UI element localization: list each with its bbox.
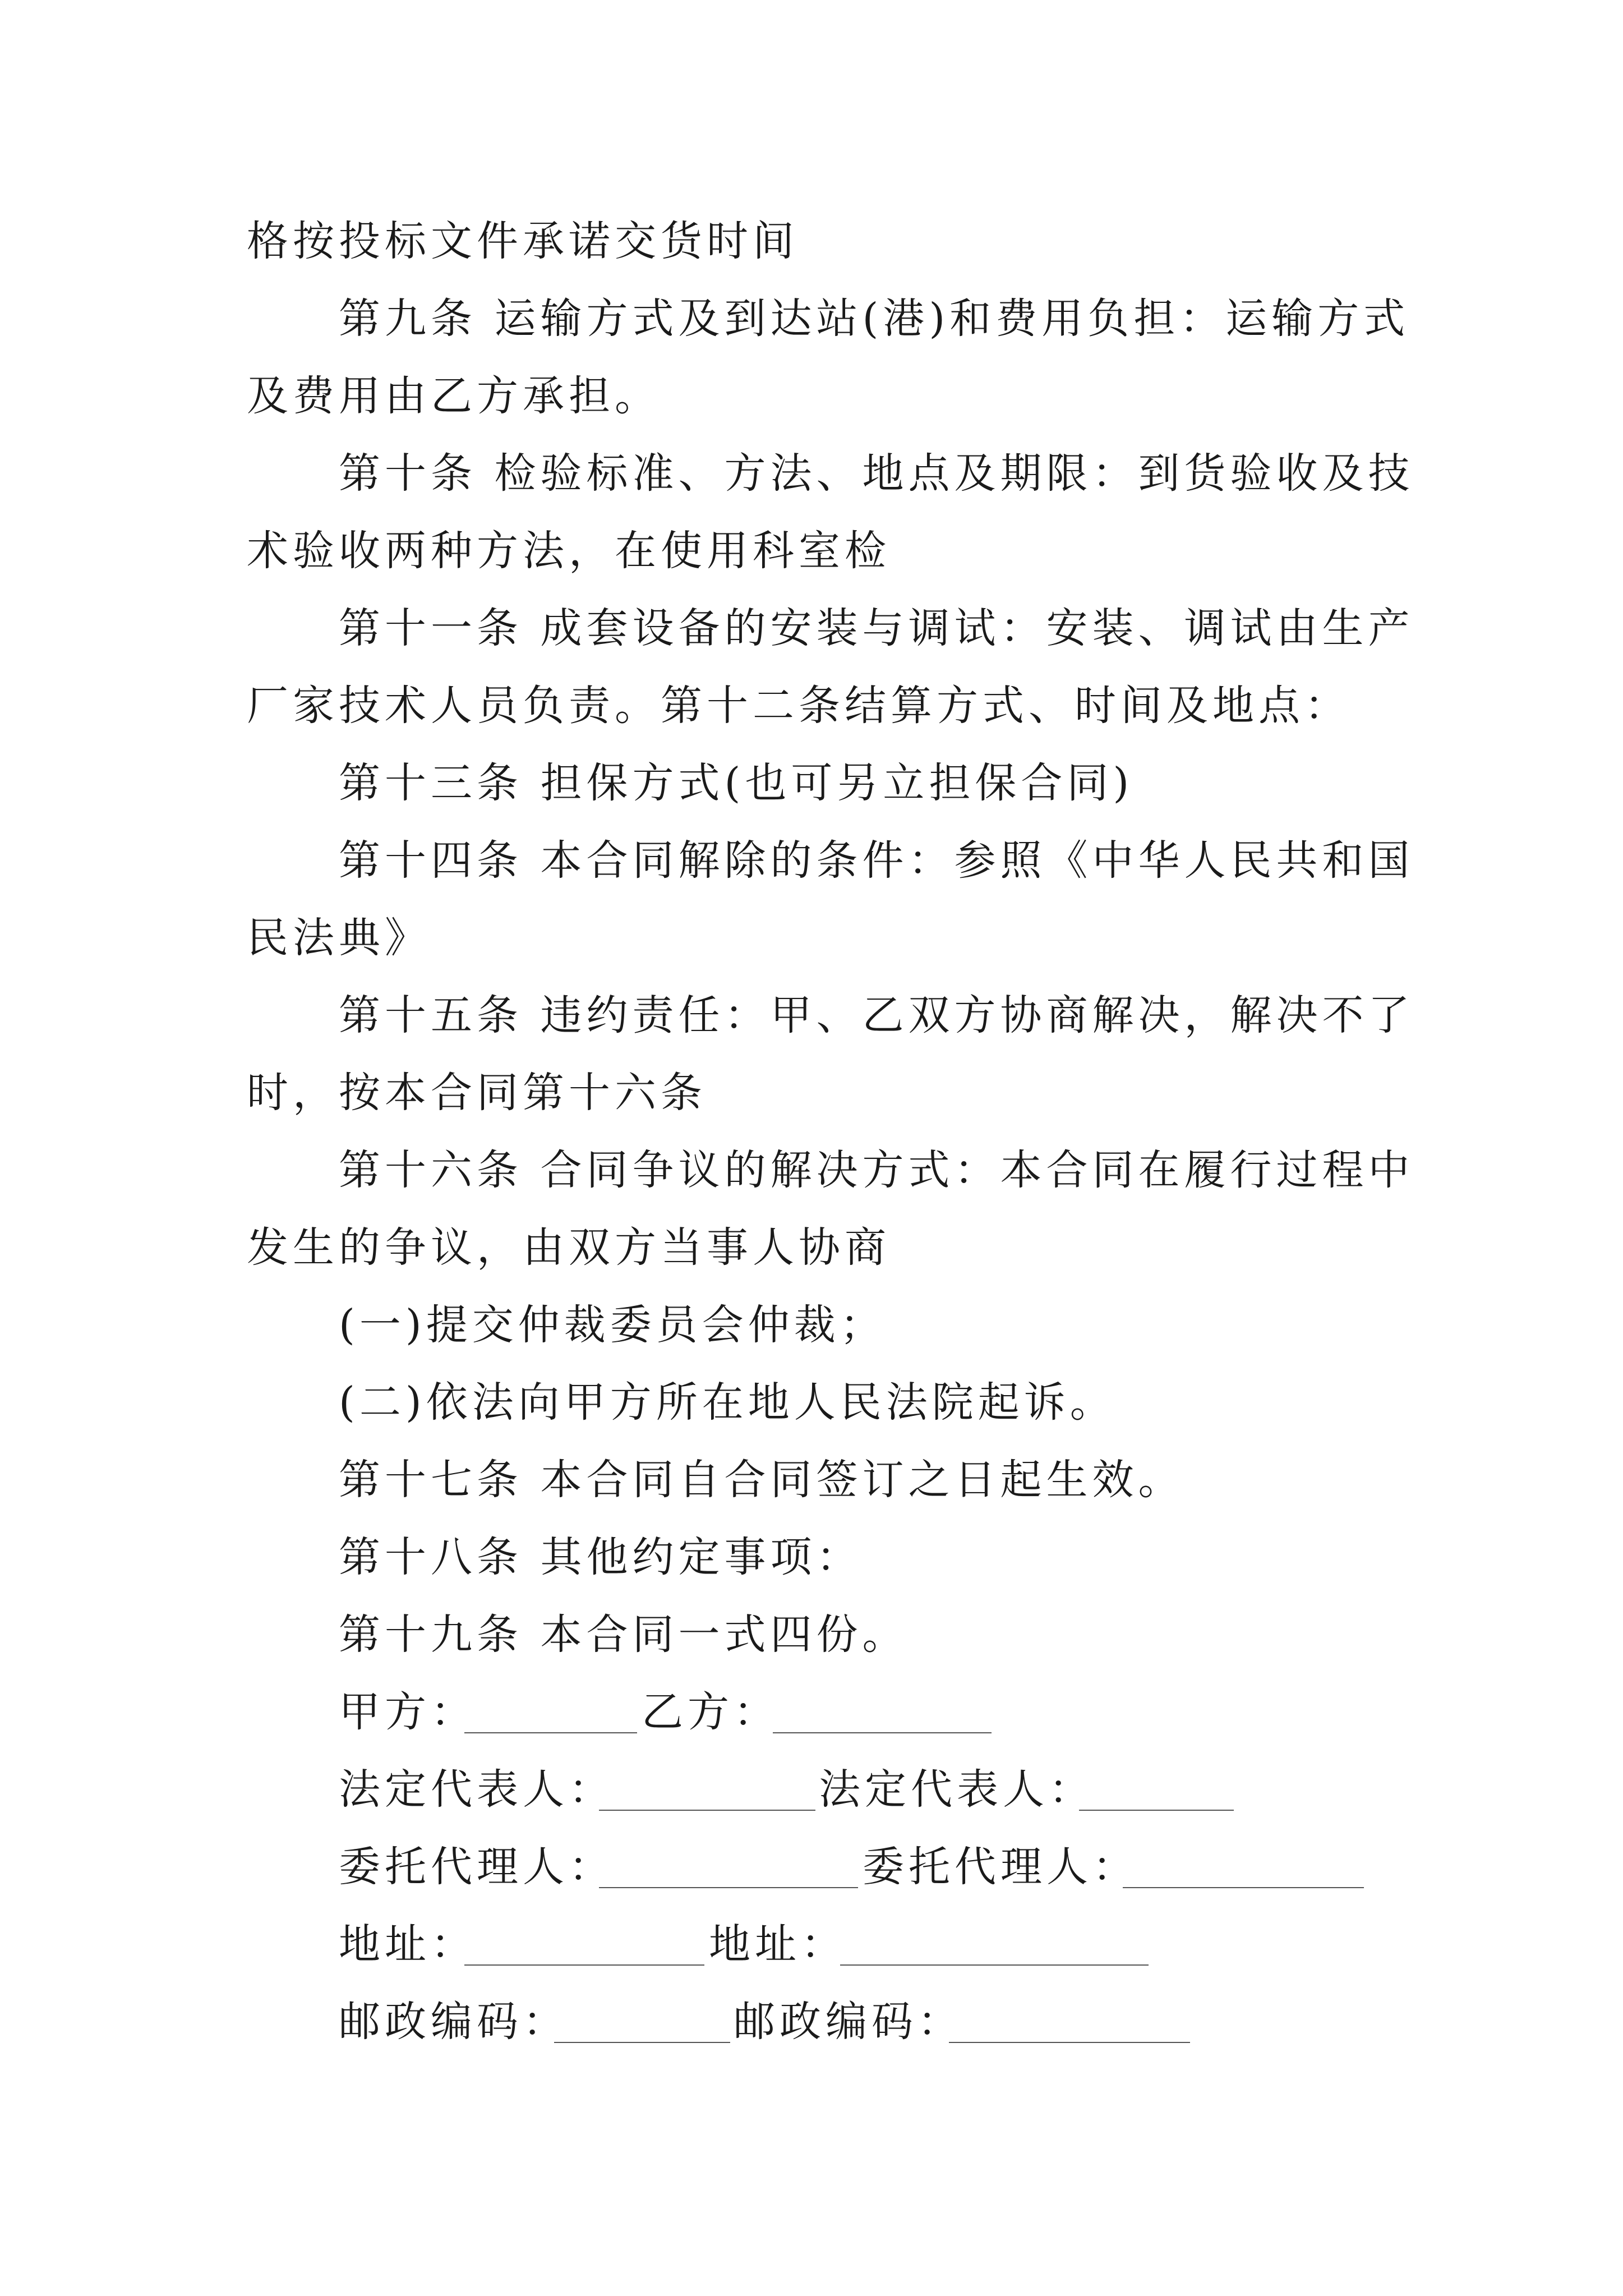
clause-18: 第十八条 其他约定事项： (339, 1533, 863, 1581)
clause-16-item-1: (一)提交仲裁委员会仲裁； (339, 1301, 886, 1349)
party-b-blank (773, 1732, 992, 1733)
postcode-a-label: 邮政编码： (339, 1998, 569, 2046)
party-a-label: 甲方： (339, 1688, 477, 1736)
agent-b-label: 委托代理人： (863, 1843, 1138, 1891)
agent-a-label: 委托代理人： (339, 1843, 615, 1891)
address-b-blank (840, 1964, 1149, 1966)
paragraph-continuation: 格按投标文件承诺交货时间 (247, 217, 799, 265)
clause-10: 第十条 检验标准、方法、地点及期限：到货验收及技 (339, 449, 1414, 498)
clause-11-cont: 厂家技术人员负责。第十二条结算方式、时间及地点： (247, 682, 1350, 730)
signature-row-address (339, 1916, 1460, 1972)
party-b-label: 乙方： (642, 1688, 780, 1736)
clause-15: 第十五条 违约责任：甲、乙双方协商解决，解决不了 (339, 991, 1414, 1039)
clause-16: 第十六条 合同争议的解决方式：本合同在履行过程中 (339, 1146, 1414, 1194)
signature-row-postcode (339, 1994, 1460, 2050)
clause-14-cont: 民法典》 (247, 914, 431, 962)
signature-row-representative (339, 1761, 1460, 1818)
postcode-b-blank (949, 2042, 1190, 2043)
postcode-a-blank (554, 2042, 730, 2043)
postcode-b-label: 邮政编码： (734, 1998, 963, 2046)
signature-row-party (339, 1684, 1460, 1740)
address-b-label: 地址： (709, 1920, 847, 1968)
agent-a-blank (599, 1887, 858, 1888)
clause-17: 第十七条 本合同自合同签订之日起生效。 (339, 1456, 1184, 1504)
clause-16-item-2: (二)依法向甲方所在地人民法院起诉。 (339, 1378, 1116, 1427)
clause-19: 第十九条 本合同一式四份。 (339, 1611, 909, 1659)
clause-15-cont: 时，按本合同第十六条 (247, 1069, 707, 1117)
clause-11: 第十一条 成套设备的安装与调试：安装、调试由生产 (339, 604, 1414, 652)
signature-row-agent (339, 1839, 1460, 1895)
agent-b-blank (1123, 1887, 1364, 1888)
party-a-blank (464, 1732, 637, 1733)
rep-a-blank (599, 1810, 815, 1811)
clause-13: 第十三条 担保方式(也可另立担保合同) (339, 759, 1134, 807)
address-a-blank (464, 1964, 704, 1966)
clause-14: 第十四条 本合同解除的条件：参照《中华人民共和国 (339, 836, 1414, 885)
address-a-label: 地址： (339, 1920, 477, 1968)
clause-9: 第九条 运输方式及到达站(港)和费用负担：运输方式 (339, 295, 1410, 343)
rep-a-label: 法定代表人： (339, 1765, 615, 1814)
clause-9-cont: 及费用由乙方承担。 (247, 372, 661, 420)
clause-16-cont: 发生的争议，由双方当事人协商 (247, 1223, 891, 1272)
clause-10-cont: 术验收两种方法，在使用科室检 (247, 527, 891, 575)
rep-b-blank (1079, 1810, 1234, 1811)
rep-b-label: 法定代表人： (819, 1765, 1095, 1814)
